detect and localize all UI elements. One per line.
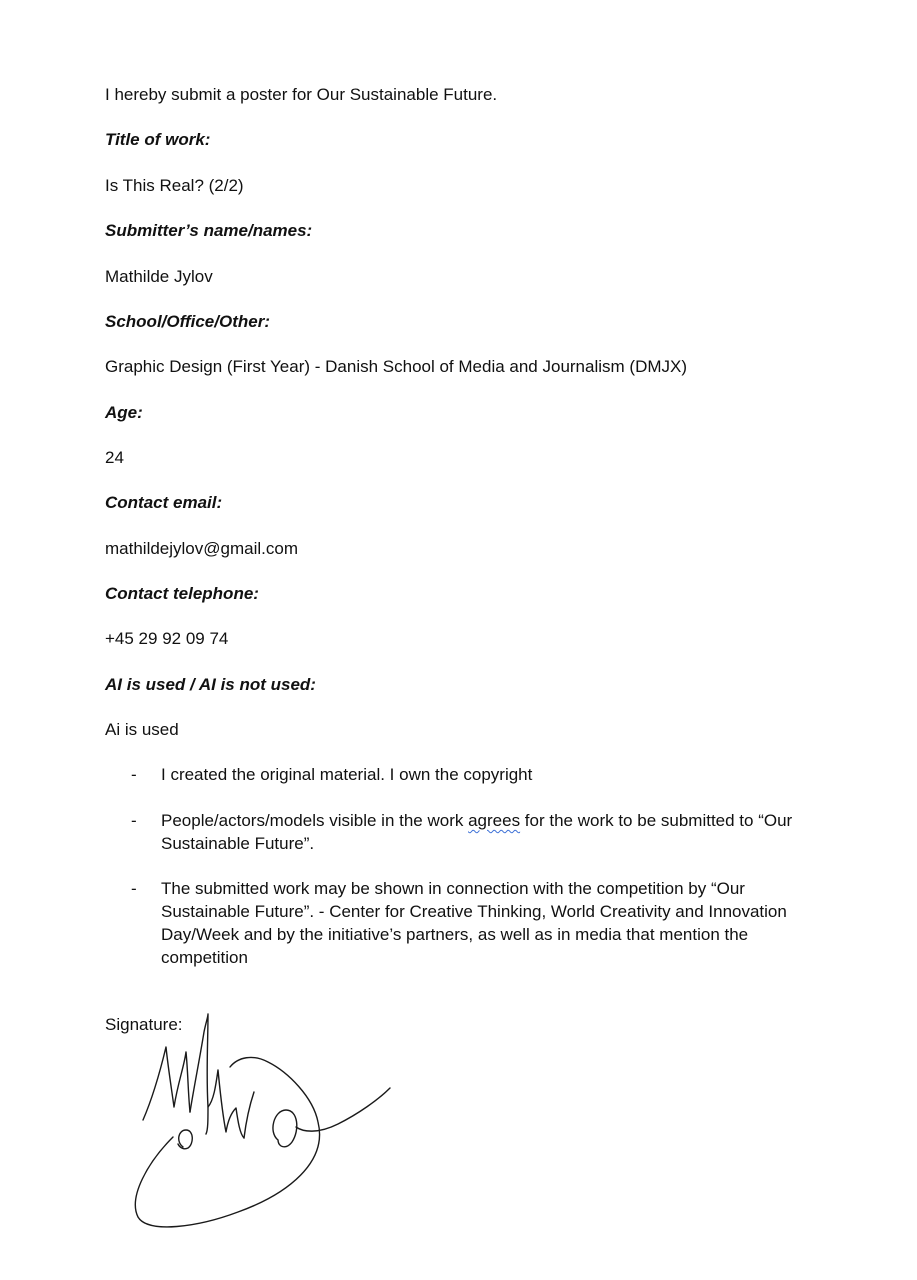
contact-telephone-value: +45 29 92 09 74 — [105, 629, 229, 648]
bullet-marker: - — [131, 811, 137, 830]
handwritten-signature-icon — [128, 1012, 398, 1232]
contact-telephone-label: Contact telephone: — [105, 584, 259, 603]
intro-text: I hereby submit a poster for Our Sustainable Future. — [105, 85, 498, 104]
ai-usage-label: AI is used / AI is not used: — [105, 675, 316, 694]
school-label: School/Office/Other: — [105, 312, 270, 331]
contact-email-label: Contact email: — [105, 493, 223, 512]
contact-email-value: mathildejylov@gmail.com — [105, 539, 298, 558]
age-value: 24 — [105, 448, 124, 467]
age-label: Age: — [105, 403, 143, 422]
submitter-name-value: Mathilde Jylov — [105, 267, 213, 286]
signature-label: Signature: — [105, 1015, 183, 1034]
bullet-marker: - — [131, 765, 137, 784]
ai-usage-value: Ai is used — [105, 720, 179, 739]
bullet-publication-rights: The submitted work may be shown in connection with the competition by “Our Sustainable Future”. - Center for Creative Thinking, World Creativity and Innovation Day/Week and by the initiative’s partners, as well as in media that mention the competition — [161, 879, 787, 967]
bullet-marker: - — [131, 879, 137, 898]
title-of-work-label: Title of work: — [105, 130, 211, 149]
title-of-work-value: Is This Real? (2/2) — [105, 176, 244, 195]
school-value: Graphic Design (First Year) - Danish School of Media and Journalism (DMJX) — [105, 357, 688, 376]
bullet-consent-text-start: People/actors/models visible in the work — [161, 811, 469, 830]
bullet-consent-text-end: for the work to be submitted to “Our Sustainable Future”. — [161, 811, 793, 853]
submitter-name-label: Submitter’s name/names: — [105, 221, 313, 240]
spellcheck-flagged-word: agrees — [468, 811, 521, 830]
bullet-copyright: I created the original material. I own the copyright — [161, 765, 533, 784]
bullet-consent — [161, 809, 811, 855]
